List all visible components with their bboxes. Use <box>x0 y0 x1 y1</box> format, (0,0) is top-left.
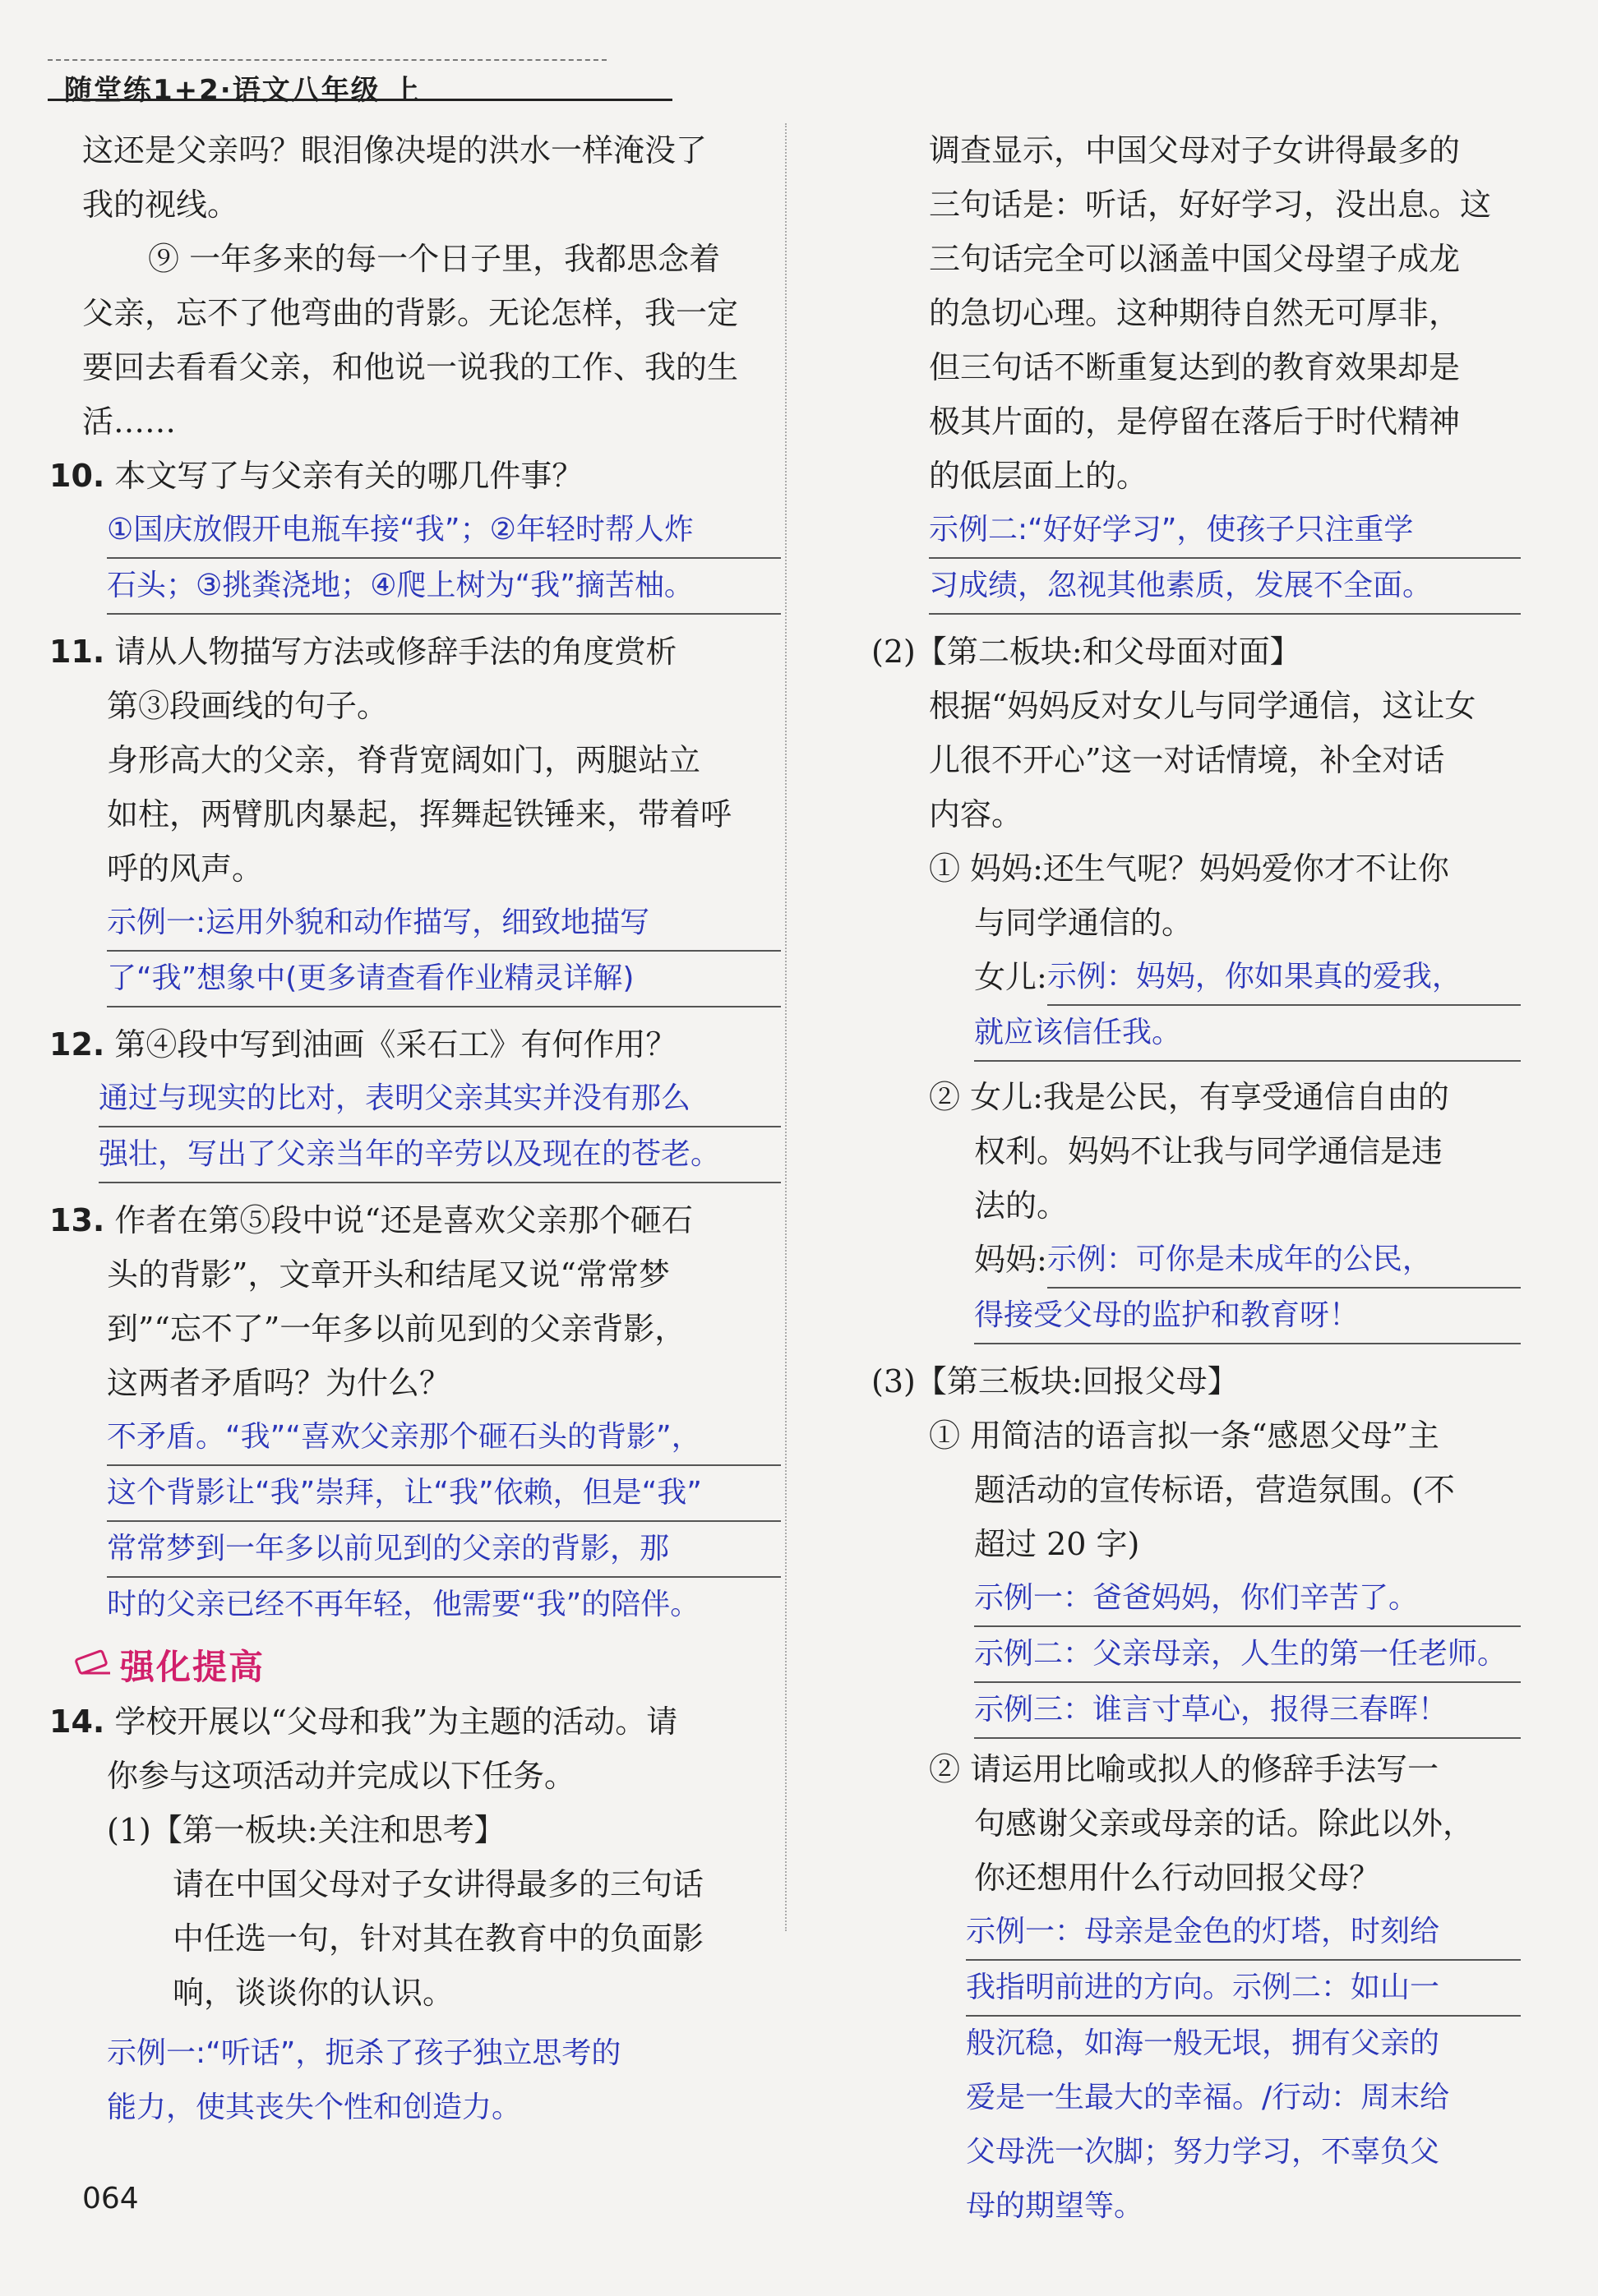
header-dash-line <box>48 59 607 61</box>
passage-line: 的低层面上的。 <box>929 458 1148 494</box>
passage-line: 极其片面的，是停留在落后于时代精神 <box>929 403 1461 440</box>
answer-line: 常常梦到一年多以前见到的父亲的背影，那 <box>107 1522 781 1578</box>
dialog-line: 与同学通信的。 <box>974 905 1194 941</box>
column-divider <box>785 123 787 1931</box>
question-number: 13. <box>49 1202 105 1238</box>
task-1-answer <box>929 1571 1521 1739</box>
speaker-label: 妈妈: <box>974 1242 1047 1278</box>
answer-line: 母的期望等。 <box>966 2189 1144 2223</box>
answer-14-1 <box>49 2026 781 2135</box>
answer-14-1-example2 <box>929 503 1521 615</box>
answer-line: 示例一：母亲是金色的灯塔，时刻给 <box>966 1905 1521 1961</box>
answer-line: 不矛盾。“我”“喜欢父亲那个砸石头的背影”， <box>107 1410 781 1466</box>
part-text-line: 内容。 <box>929 796 1023 832</box>
answer-line: 示例一：爸爸妈妈，你们辛苦了。 <box>974 1571 1521 1627</box>
answer-line: 强壮，写出了父亲当年的辛劳以及现在的苍老。 <box>99 1127 781 1183</box>
question-text: 作者在第⑤段中说“还是喜欢父亲那个砸石 <box>114 1202 693 1238</box>
passage-line: 调查显示，中国父母对子女讲得最多的 <box>929 132 1461 168</box>
question-text: 这两者矛盾吗？为什么？ <box>107 1365 451 1401</box>
question-11 <box>49 625 781 1007</box>
quoted-sentence <box>49 733 781 896</box>
section-banner <box>74 1640 265 1690</box>
answer-line: 示例二：父亲母亲，人生的第一任老师。 <box>974 1627 1521 1683</box>
passage-line: 但三句话不断重复达到的教育效果却是 <box>929 349 1461 385</box>
answer-line: 示例：可你是未成年的公民， <box>1047 1233 1521 1289</box>
answer-11 <box>49 896 781 1007</box>
quote-line: 呼的风声。 <box>107 851 264 887</box>
question-number: 12. <box>49 1026 105 1063</box>
task-line: ② 请运用比喻或拟人的修辞手法写一 <box>929 1751 1439 1787</box>
page-number: 064 <box>82 2182 139 2215</box>
dialog-1-answer <box>1047 950 1521 1006</box>
part-text-line: 响，谈谈你的认识。 <box>173 1975 455 2011</box>
passage-line: 要回去看看父亲，和他说一说我的工作、我的生 <box>82 349 739 385</box>
answer-13 <box>49 1410 781 1632</box>
task-line: 你还想用什么行动回报父母？ <box>974 1860 1381 1896</box>
answer-line: 我指明前进的方向。示例二：如山一 <box>966 1961 1521 2017</box>
task-line: ① 用简洁的语言拟一条“感恩父母”主 <box>929 1418 1439 1454</box>
dialog-1-answer-cont <box>929 1006 1521 1062</box>
answer-line: 了“我”想象中(更多请查看作业精灵详解) <box>107 952 781 1007</box>
dialog-line: 权利。妈妈不让我与同学通信是违 <box>974 1133 1443 1169</box>
answer-line: 能力，使其丧失个性和创造力。 <box>107 2091 522 2124</box>
task-2 <box>929 1742 1521 2234</box>
answer-line: 通过与现实的比对，表明父亲其实并没有那么 <box>99 1072 781 1127</box>
question-14 <box>49 1694 781 2135</box>
passage-line: 三句话完全可以涵盖中国父母望子成龙 <box>929 241 1461 277</box>
passage-line: 三句话是：听话，好好学习，没出息。这 <box>929 187 1492 223</box>
part-text-line: 根据“妈妈反对女儿与同学通信，这让女 <box>929 688 1476 724</box>
question-13 <box>49 1193 781 1632</box>
dialog-2-reply <box>929 1233 1521 1289</box>
answer-line: ①国庆放假开电瓶车接“我”；②年轻时帮人炸 <box>107 503 781 559</box>
dialog-line: ① 妈妈:还生气呢？妈妈爱你才不让你 <box>929 851 1449 887</box>
task-line: 句感谢父亲或母亲的话。除此以外， <box>974 1805 1475 1842</box>
dialog-line: ② 女儿:我是公民，有享受通信自由的 <box>929 1079 1449 1115</box>
dialog-2-answer <box>1047 1233 1521 1289</box>
task-1 <box>929 1408 1521 1739</box>
part-title: (2)【第二板块:和父母面对面】 <box>871 634 1301 670</box>
part-text-line: 请在中国父母对子女讲得最多的三句话 <box>173 1866 704 1902</box>
passage-line: 我的视线。 <box>82 187 239 223</box>
question-10 <box>49 449 781 615</box>
dialog-1-reply <box>929 950 1521 1006</box>
question-text: 本文写了与父亲有关的哪几件事？ <box>114 458 584 494</box>
answer-line: 时的父亲已经不再年轻，他需要“我”的陪伴。 <box>107 1588 700 1621</box>
part-title: (1)【第一板块:关注和思考】 <box>107 1812 506 1848</box>
answer-line: 就应该信任我。 <box>974 1006 1521 1062</box>
answer-line: 父母洗一次脚；努力学习，不辜负父 <box>966 2135 1440 2169</box>
question-text: 学校开展以“父母和我”为主题的活动。请 <box>114 1704 678 1740</box>
page-header <box>48 59 672 107</box>
part-title: (3)【第三板块:回报父母】 <box>871 1363 1239 1399</box>
quote-line: 如柱，两臂肌肉暴起，挥舞起铁锤来，带着呼 <box>107 796 732 832</box>
passage-line: 活…… <box>82 403 177 440</box>
answer-line: 示例二:“好好学习”，使孩子只注重学 <box>929 503 1521 559</box>
answer-line: 示例一:运用外貌和动作描写，细致地描写 <box>107 896 781 952</box>
answer-10 <box>49 503 781 615</box>
question-number: 14. <box>49 1704 105 1740</box>
question-text: 你参与这项活动并完成以下任务。 <box>107 1758 576 1794</box>
question-12 <box>49 1017 781 1183</box>
answer-line: 习成绩，忽视其他素质，发展不全面。 <box>929 559 1521 615</box>
pencil-icon <box>74 1648 113 1681</box>
dialog-line: 法的。 <box>974 1187 1069 1224</box>
question-text: 到”“忘不了”一年多以前见到的父亲背影， <box>107 1311 686 1347</box>
dialog-1 <box>929 841 1521 1062</box>
answer-line: 爱是一生最大的幸福。/行动：周末给 <box>966 2081 1450 2114</box>
header-title: 随堂练1+2·语文八年级 上 <box>64 74 422 107</box>
task-2-answer <box>929 1905 1521 2234</box>
dialog-2 <box>929 1070 1521 1344</box>
right-column <box>871 123 1521 2234</box>
answer-line: 般沉稳，如海一般无垠，拥有父亲的 <box>966 2026 1440 2060</box>
passage-line: 这还是父亲吗？眼泪像决堤的洪水一样淹没了 <box>82 132 708 168</box>
passage-line: 父亲，忘不了他弯曲的背影。无论怎样，我一定 <box>82 295 739 331</box>
part1-text <box>49 1857 781 2020</box>
banner-title: 强化提高 <box>120 1647 266 1687</box>
header-underline <box>48 99 672 101</box>
answer-line: 得接受父母的监护和教育呀！ <box>974 1289 1521 1344</box>
answer-line: 这个背影让“我”崇拜，让“我”依赖，但是“我” <box>107 1466 781 1522</box>
task-line: 超过 20 字) <box>974 1526 1140 1562</box>
part-text-line: 儿很不开心”这一对话情境，补全对话 <box>929 742 1445 778</box>
question-text: 请从人物描写方法或修辞手法的角度赏析 <box>114 634 677 670</box>
answer-line: 示例三：谁言寸草心，报得三春晖！ <box>974 1683 1521 1739</box>
task-line: 题活动的宣传标语，营造氛围。(不 <box>974 1472 1455 1508</box>
answer-line: 示例：妈妈，你如果真的爱我， <box>1047 950 1521 1006</box>
answer-line: 石头；③挑粪浇地；④爬上树为“我”摘苦柚。 <box>107 559 781 615</box>
passage-right <box>929 123 1521 503</box>
passage-line: 的急切心理。这种期待自然无可厚非， <box>929 295 1461 331</box>
question-text: 头的背影”，文章开头和结尾又说“常常梦 <box>107 1256 670 1293</box>
part-text-line: 中任选一句，针对其在教育中的负面影 <box>173 1920 704 1957</box>
part2-text <box>929 679 1521 841</box>
answer-line: 示例一:“听话”，扼杀了孩子独立思考的 <box>107 2036 621 2070</box>
passage-left <box>82 123 781 449</box>
quote-line: 身形高大的父亲，脊背宽阔如门，两腿站立 <box>107 742 701 778</box>
question-text: 第④段中写到油画《采石工》有何作用？ <box>114 1026 677 1063</box>
question-number: 10. <box>49 458 105 494</box>
answer-12 <box>49 1072 781 1183</box>
speaker-label: 女儿: <box>974 959 1047 995</box>
question-number: 11. <box>49 634 105 670</box>
left-column <box>49 123 781 2135</box>
passage-line: ⑨ 一年多来的每一个日子里，我都思念着 <box>148 241 721 277</box>
dialog-2-answer-cont <box>929 1289 1521 1344</box>
question-text: 第③段画线的句子。 <box>107 688 389 724</box>
